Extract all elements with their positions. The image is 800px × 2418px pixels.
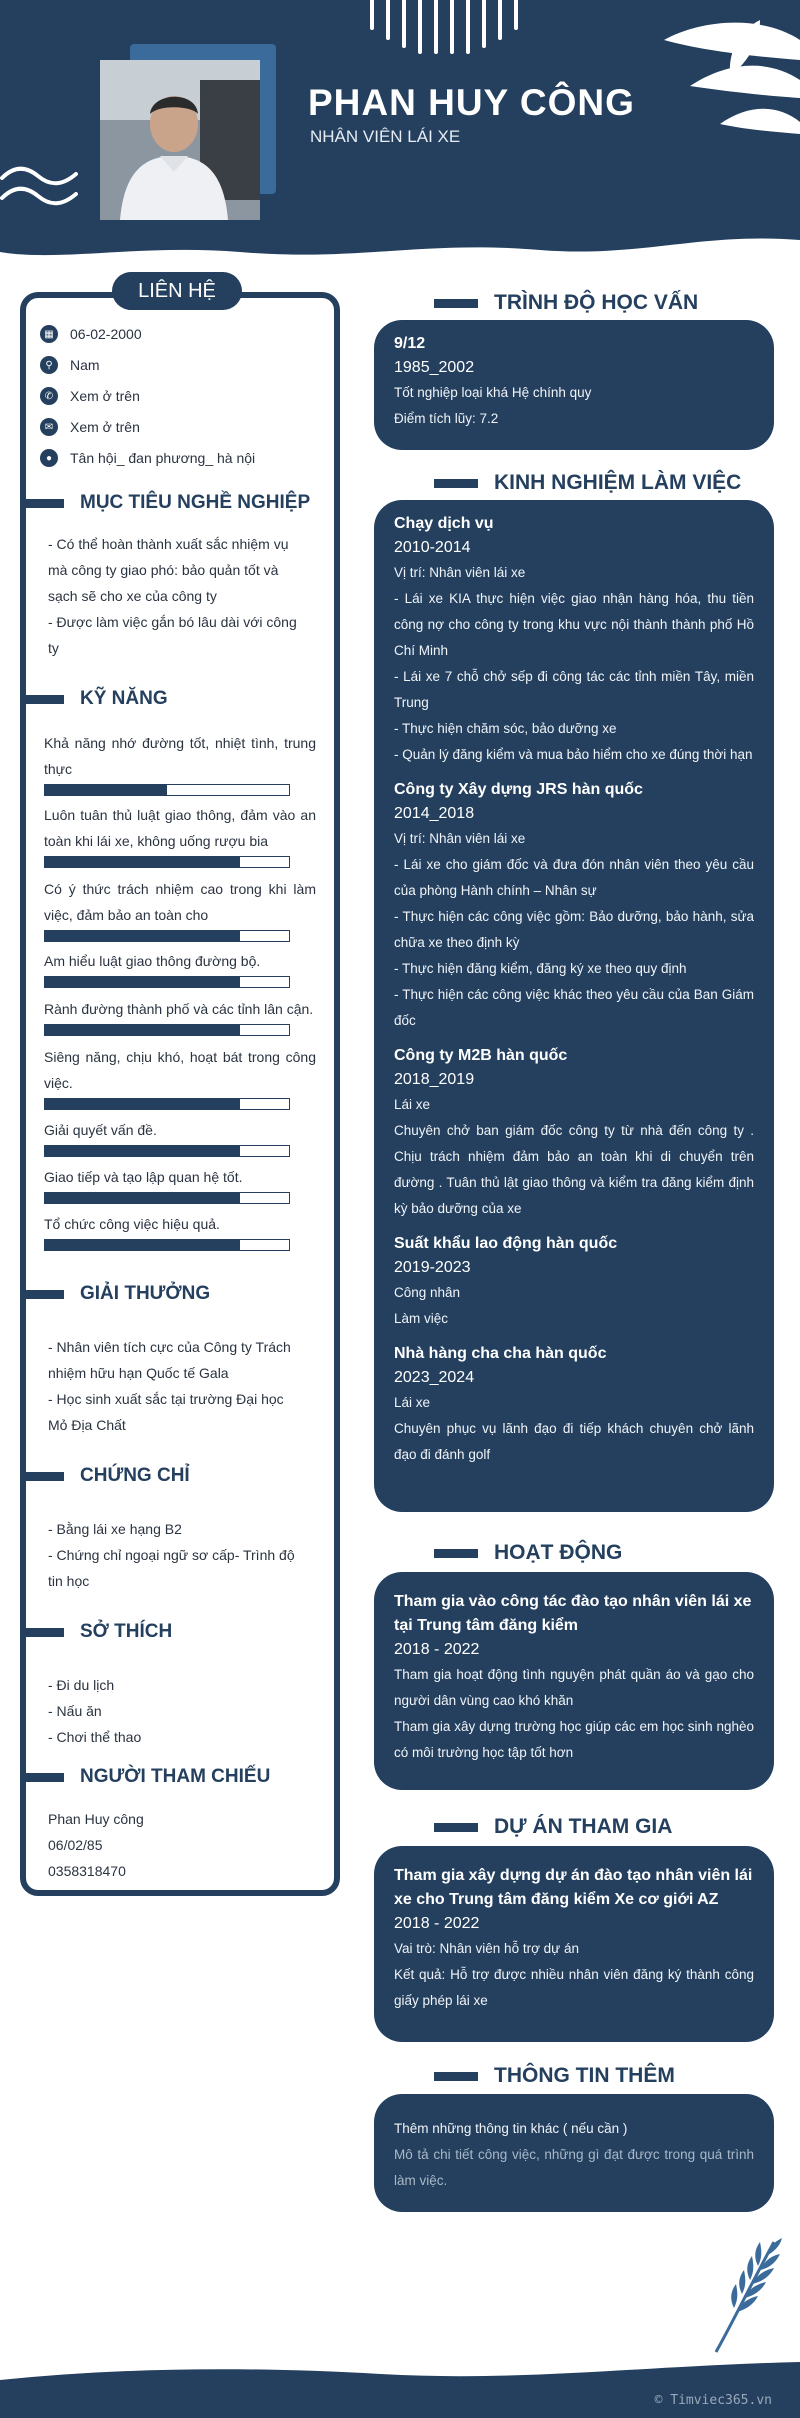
candidate-job-title: NHÂN VIÊN LÁI XE xyxy=(310,127,461,146)
objective-line: - Có thể hoàn thành xuất sắc nhiệm vụ xyxy=(48,536,289,552)
references-heading xyxy=(20,1766,270,1788)
references-text xyxy=(48,1806,320,1884)
skill-label: Siêng năng, chịu khó, hoạt bát trong công việc. xyxy=(44,1049,316,1091)
education-period: 1985_2002 xyxy=(394,359,475,376)
contact-title: LIÊN HỆ xyxy=(112,272,242,310)
certificate-line: - Chứng chỉ ngoại ngữ sơ cấp- Trình độ xyxy=(48,1547,295,1563)
hobbies-title: SỞ THÍCH xyxy=(80,1621,173,1642)
experience-period: 2018_2019 xyxy=(394,1071,475,1088)
reference-date: 06/02/85 xyxy=(48,1837,103,1853)
experience-line: Lái xe xyxy=(394,1097,431,1112)
skills-heading xyxy=(20,688,168,710)
skill-label: Giao tiếp và tạo lập quan hệ tốt. xyxy=(44,1169,243,1185)
skill-bar xyxy=(44,976,290,988)
experience-company: Suất khẩu lao động hàn quốc xyxy=(394,1235,618,1252)
experience-line: Chuyên chở ban giám đốc công ty từ nhà đến công ty . Chịu trách nhiệm đảm bảo an toàn khi di chuyển trên đường . Tuân thủ lật giao thông và kiểm tra đăng kiểm định kỳ bảo dưỡng của xe xyxy=(394,1123,754,1216)
experience-card xyxy=(374,500,774,1512)
heading-bar xyxy=(20,1628,64,1637)
hobby-line: - Nấu ăn xyxy=(48,1703,102,1719)
email-icon: ✉ xyxy=(40,418,58,436)
skill-label: Giải quyết vấn đề. xyxy=(44,1122,157,1138)
experience-line: Chuyên phục vụ lãnh đạo đi tiếp khách chuyên chở lãnh đạo đi đánh golf xyxy=(394,1421,754,1462)
project-name: Tham gia xây dựng dự án đào tạo nhân viên lái xe cho Trung tâm đăng kiểm Xe cơ giới AZ xyxy=(394,1867,753,1908)
phone-icon: ✆ xyxy=(40,387,58,405)
experience-line: Vị trí: Nhân viên lái xe xyxy=(394,565,526,580)
location-icon: ● xyxy=(40,449,58,467)
hobbies-text xyxy=(48,1672,320,1750)
header-banner xyxy=(0,0,800,270)
skill-bar xyxy=(44,1098,290,1110)
skill-bar xyxy=(44,1192,290,1204)
awards-line: nhiệm hữu hạn Quốc tế Gala xyxy=(48,1365,229,1381)
experience-line: - Lái xe 7 chỗ chở sếp đi công tác các tỉnh miền Tây, miền Trung xyxy=(394,669,754,710)
reference-phone: 0358318470 xyxy=(48,1863,126,1879)
objective-title: MỤC TIÊU NGHỀ NGHIỆP xyxy=(80,492,311,513)
hobby-line: - Đi du lịch xyxy=(48,1677,115,1693)
experience-period: 2023_2024 xyxy=(394,1369,475,1386)
objective-line: - Được làm việc gắn bó lâu dài với công xyxy=(48,614,297,630)
experience-line: - Thực hiện các công việc khác theo yêu cầu của Ban Giám đốc xyxy=(394,987,754,1028)
experience-heading xyxy=(434,471,741,495)
experience-period: 2014_2018 xyxy=(394,805,475,822)
objective-heading xyxy=(20,492,310,514)
project-period: 2018 - 2022 xyxy=(394,1915,480,1932)
heading-bar xyxy=(434,1549,478,1558)
activities-card xyxy=(374,1572,774,1790)
awards-line: Mỏ Địa Chất xyxy=(48,1417,126,1433)
education-title: TRÌNH ĐỘ HỌC VẤN xyxy=(494,291,699,314)
experience-item xyxy=(394,1342,754,1468)
footer-wave xyxy=(0,2360,800,2418)
gender-icon: ⚲ xyxy=(40,356,58,374)
heading-bar xyxy=(20,1773,64,1782)
awards-text xyxy=(48,1334,320,1438)
skill-bar-fill xyxy=(45,785,167,795)
certificates-title: CHỨNG CHỈ xyxy=(80,1465,190,1486)
activities-title: HOẠT ĐỘNG xyxy=(494,1541,623,1564)
education-line: Tốt nghiệp loại khá Hệ chính quy xyxy=(394,385,592,400)
heading-bar xyxy=(434,299,478,308)
education-school: 9/12 xyxy=(394,335,426,352)
education-heading xyxy=(434,291,698,315)
skill-label: Tổ chức công việc hiệu quả. xyxy=(44,1216,220,1232)
experience-line: - Lái xe cho giám đốc và đưa đón nhân viên theo yêu cầu của phòng Hành chính – Nhân sự xyxy=(394,857,754,898)
certificate-line: tin học xyxy=(48,1573,90,1589)
skill-bar-fill xyxy=(45,857,240,867)
awards-heading xyxy=(20,1283,210,1305)
activities-heading xyxy=(434,1541,622,1565)
activity-line: Tham gia xây dựng trường học giúp các em học sinh nghèo có môi trường học tập tốt hơn xyxy=(394,1719,754,1760)
experience-line: Lái xe xyxy=(394,1395,431,1410)
experience-company: Nhà hàng cha cha hàn quốc xyxy=(394,1345,607,1362)
contact-address-value: Tân hội_ đan phương_ hà nội xyxy=(70,450,256,466)
heading-bar xyxy=(20,499,64,508)
project-line: Vai trò: Nhân viên hỗ trợ dự án xyxy=(394,1941,579,1956)
skill-bar-fill xyxy=(45,1193,240,1203)
skills-title: KỸ NĂNG xyxy=(80,688,168,709)
awards-line: - Nhân viên tích cực của Công ty Trách xyxy=(48,1339,291,1355)
objective-line: ty xyxy=(48,640,59,656)
profile-photo xyxy=(100,60,260,220)
footer-background xyxy=(0,2360,800,2418)
projects-card xyxy=(374,1846,774,2042)
experience-line: - Thực hiện đăng kiểm, đăng ký xe theo quy định xyxy=(394,961,687,976)
objective-line: sạch sẽ cho xe của công ty xyxy=(48,588,217,604)
contact-address xyxy=(40,448,255,468)
skill-bar-fill xyxy=(45,1146,240,1156)
skill-label: Có ý thức trách nhiệm cao trong khi làm việc, đảm bảo an toàn cho xyxy=(44,881,316,923)
hobbies-heading xyxy=(20,1621,172,1643)
skill-bar xyxy=(44,1239,290,1251)
skill-label: Khả năng nhớ đường tốt, nhiệt tình, trung thực xyxy=(44,735,316,777)
experience-item xyxy=(394,778,754,1034)
skill-bar xyxy=(44,1024,290,1036)
skill-bar xyxy=(44,784,290,796)
experience-period: 2019-2023 xyxy=(394,1259,471,1276)
heading-bar xyxy=(20,695,64,704)
experience-item xyxy=(394,1232,754,1332)
experience-company: Công ty Xây dựng JRS hàn quốc xyxy=(394,781,643,798)
additional-card xyxy=(374,2094,774,2212)
activity-line: Tham gia hoạt động tình nguyện phát quần áo và gạo cho người dân vùng cao khó khăn xyxy=(394,1667,754,1708)
heading-bar xyxy=(434,2072,478,2081)
certificates-text xyxy=(48,1516,320,1594)
heading-bar xyxy=(20,1290,64,1299)
awards-title: GIẢI THƯỞNG xyxy=(80,1283,211,1304)
experience-title: KINH NGHIỆM LÀM VIỆC xyxy=(494,471,742,494)
heading-bar xyxy=(434,479,478,488)
projects-heading xyxy=(434,1815,672,1839)
objective-text xyxy=(48,531,320,661)
heading-bar xyxy=(20,1472,64,1481)
skill-bar-fill xyxy=(45,977,240,987)
skill-label: Luôn tuân thủ luật giao thông, đảm vào an toàn khi lái xe, không uống rượu bia xyxy=(44,807,316,849)
awards-line: - Học sinh xuất sắc tại trường Đại học xyxy=(48,1391,284,1407)
watermark: © Timviec365.vn xyxy=(654,2393,772,2408)
objective-line: mà công ty giao phó: bảo quản tốt và xyxy=(48,562,279,578)
certificate-line: - Bằng lái xe hạng B2 xyxy=(48,1521,182,1537)
heading-bar xyxy=(434,1823,478,1832)
additional-hint: Mô tả chi tiết công việc, những gì đạt được trong quá trình làm việc. xyxy=(394,2147,754,2188)
skill-bar-fill xyxy=(45,1240,240,1250)
education-card xyxy=(374,320,774,450)
skill-bar-fill xyxy=(45,1099,240,1109)
skill-bar xyxy=(44,856,290,868)
contact-gender-value: Nam xyxy=(70,357,100,373)
hobby-line: - Chơi thể thao xyxy=(48,1729,142,1745)
contact-phone-value: Xem ở trên xyxy=(70,388,140,404)
candidate-name: PHAN HUY CÔNG xyxy=(308,82,635,123)
projects-title: DỰ ÁN THAM GIA xyxy=(494,1815,673,1838)
contact-phone xyxy=(40,386,140,406)
experience-line: - Thực hiện các công việc gồm: Bảo dưỡng, bảo hành, sửa chữa xe theo định kỳ xyxy=(394,909,754,950)
experience-item xyxy=(394,1044,754,1222)
skill-label: Am hiểu luật giao thông đường bộ. xyxy=(44,953,261,969)
additional-title: THÔNG TIN THÊM xyxy=(494,2064,675,2087)
contact-email xyxy=(40,417,140,437)
experience-period: 2010-2014 xyxy=(394,539,471,556)
contact-birthday-value: 06-02-2000 xyxy=(70,326,142,342)
experience-line: - Thực hiện chăm sóc, bảo dưỡng xe xyxy=(394,721,617,736)
experience-company: Công ty M2B hàn quốc xyxy=(394,1047,568,1064)
experience-line: Vị trí: Nhân viên lái xe xyxy=(394,831,526,846)
activity-period: 2018 - 2022 xyxy=(394,1641,480,1658)
experience-line: Làm việc xyxy=(394,1311,449,1326)
experience-item xyxy=(394,512,754,768)
reference-name: Phan Huy công xyxy=(48,1811,144,1827)
skill-bar-fill xyxy=(45,931,240,941)
skill-bar xyxy=(44,1145,290,1157)
additional-line: Thêm những thông tin khác ( nếu cần ) xyxy=(394,2121,628,2136)
skill-label: Rành đường thành phố và các tỉnh lân cận. xyxy=(44,1001,314,1017)
calendar-icon: ▦ xyxy=(40,325,58,343)
branch-decoration xyxy=(704,2236,784,2356)
education-line: Điểm tích lũy: 7.2 xyxy=(394,411,499,426)
skill-bar xyxy=(44,930,290,942)
contact-birthday xyxy=(40,324,142,344)
experience-line: - Quản lý đăng kiểm và mua bảo hiểm cho xe đúng thời hạn xyxy=(394,747,753,762)
activity-name: Tham gia vào công tác đào tạo nhân viên lái xe tại Trung tâm đăng kiểm xyxy=(394,1593,752,1634)
additional-heading xyxy=(434,2064,675,2088)
project-line: Kết quả: Hỗ trợ được nhiều nhân viên đăng ký thành công giấy phép lái xe xyxy=(394,1967,754,2008)
experience-company: Chạy dịch vụ xyxy=(394,515,494,532)
experience-line: Công nhân xyxy=(394,1285,461,1300)
contact-gender xyxy=(40,355,100,375)
certificates-heading xyxy=(20,1465,190,1487)
references-title: NGƯỜI THAM CHIẾU xyxy=(80,1766,271,1787)
experience-line: - Lái xe KIA thực hiện việc giao nhận hàng hóa, thu tiền công nợ cho công ty trong khu vực nội thành thành phố Hồ Chí Minh xyxy=(394,591,754,658)
contact-email-value: Xem ở trên xyxy=(70,419,140,435)
skill-bar-fill xyxy=(45,1025,240,1035)
